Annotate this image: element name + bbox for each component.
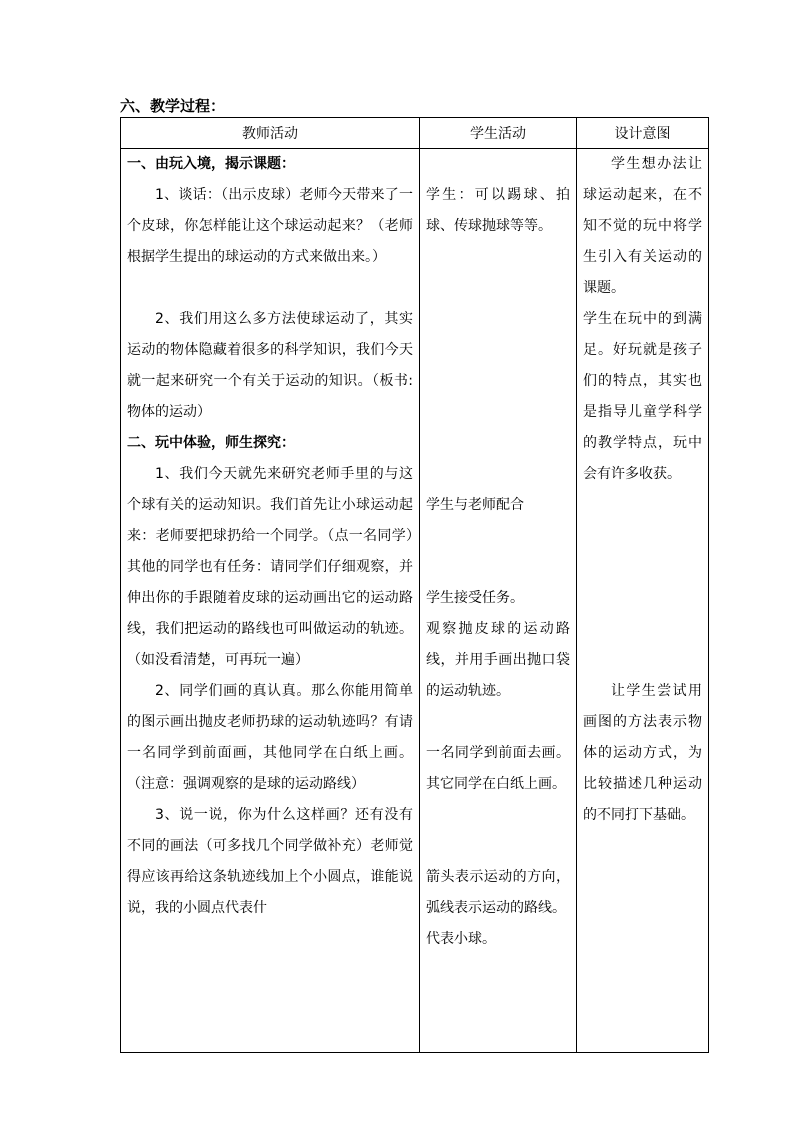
teacher-paragraph: 一、由玩入境，揭示课题： <box>127 156 295 172</box>
student-paragraph: 箭头表示运动的方向，弧线表示运动的路线。 <box>426 869 570 916</box>
student-paragraph: 学生与老师配合 <box>426 497 524 513</box>
header-student-activity: 学生活动 <box>420 118 577 149</box>
student-paragraph: 学生：可以踢球、拍球、传球抛球等等。 <box>426 187 570 234</box>
student-paragraph: 代表小球。 <box>426 931 496 947</box>
design-paragraph: 让学生尝试用画图的方法表示物体的运动方式，为比较描述几种运动的不同打下基础。 <box>583 683 702 823</box>
design-intent-cell <box>577 149 709 1053</box>
teaching-process-table <box>120 117 709 1053</box>
student-paragraph: 观察抛皮球的运动路线，并用手画出抛口袋的运动轨迹。 <box>426 621 570 699</box>
teacher-paragraph: 2、我们用这么多方法使球运动了，其实运动的物体隐藏着很多的科学知识，我们今天就一起来研究一个有关于运动的知识。（板书:物体的运动） <box>127 311 413 420</box>
table-header-row <box>121 118 709 149</box>
design-paragraph: 学生想办法让球运动起来，在不知不觉的玩中将学生引入有关运动的课题。 <box>583 156 702 296</box>
student-activity-cell <box>420 149 577 1053</box>
student-paragraph: 一名同学到前面去画。其它同学在白纸上画。 <box>426 745 570 792</box>
teacher-paragraph: 3、说一说，你为什么这样画？还有没有不同的画法（可多找几个同学做补充）老师觉得应该再给这条轨迹线加上个小圆点，谁能说说，我的小圆点代表什 <box>127 807 413 916</box>
section-heading: 六、教学过程： <box>120 97 226 115</box>
student-paragraph: 学生接受任务。 <box>426 590 524 606</box>
teacher-paragraph: 2、同学们画的真认真。那么你能用简单的图示画出抛皮老师扔球的运动轨迹吗？有请一名同学到前面画，其他同学在白纸上画。（注意：强调观察的是球的运动路线） <box>127 683 413 792</box>
table-row <box>121 149 709 1053</box>
teacher-activity-cell <box>121 149 420 1053</box>
teacher-paragraph: 1、我们今天就先来研究老师手里的与这个球有关的运动知识。我们首先让小球运动起来：老师要把球扔给一个同学。（点一名同学）其他的同学也有任务：请同学们仔细观察，并伸出你的手跟随着皮球的运动画出它的运动路线，我们把运动的路线也可叫做运动的轨迹。（如没看清楚，可再玩一遍） <box>127 466 413 668</box>
header-design-intent: 设计意图 <box>577 118 709 149</box>
header-teacher-activity: 教师活动 <box>121 118 420 149</box>
design-paragraph: 学生在玩中的到满足。好玩就是孩子们的特点，其实也是指导儿童学科学的教学特点，玩中会有许多收获。 <box>583 311 702 482</box>
teacher-paragraph: 二、玩中体验，师生探究： <box>127 435 295 451</box>
teacher-paragraph: 1、谈话：（出示皮球）老师今天带来了一个皮球，你怎样能让这个球运动起来？（老师根据学生提出的球运动的方式来做出来。） <box>127 187 413 265</box>
